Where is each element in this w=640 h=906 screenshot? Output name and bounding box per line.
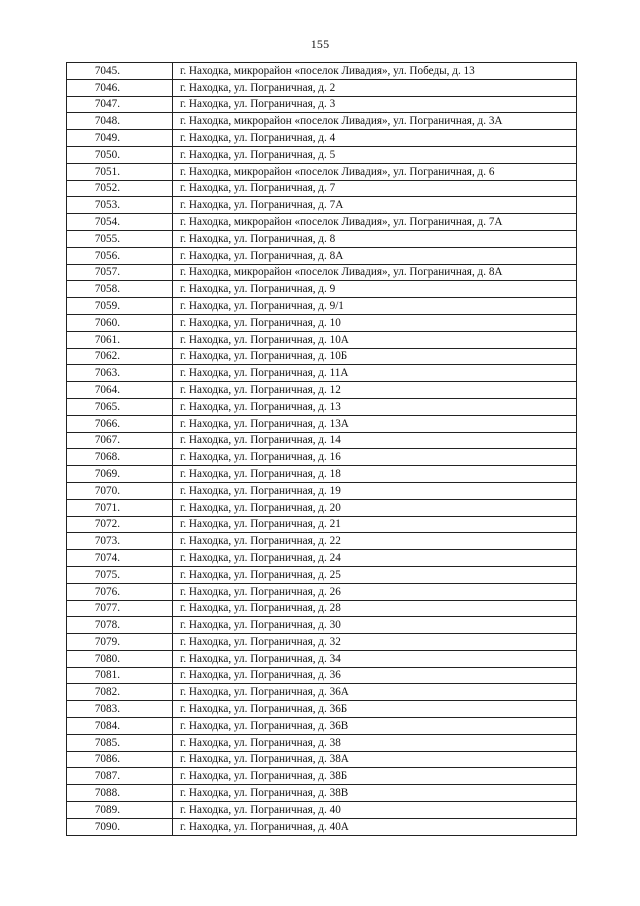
row-number: 7084. xyxy=(67,718,173,735)
table-row xyxy=(67,163,577,180)
table-row xyxy=(67,667,577,684)
row-address: г. Находка, ул. Пограничная, д. 8 xyxy=(173,230,577,247)
table-row xyxy=(67,516,577,533)
row-address: г. Находка, микрорайон «поселок Ливадия», ул. Победы, д. 13 xyxy=(173,63,577,80)
row-number: 7060. xyxy=(67,314,173,331)
table-row xyxy=(67,650,577,667)
row-address: г. Находка, ул. Пограничная, д. 9 xyxy=(173,281,577,298)
table-row xyxy=(67,180,577,197)
row-address: г. Находка, микрорайон «поселок Ливадия», ул. Пограничная, д. 7А xyxy=(173,214,577,231)
row-number: 7049. xyxy=(67,130,173,147)
row-number: 7068. xyxy=(67,449,173,466)
row-number: 7059. xyxy=(67,298,173,315)
row-number: 7089. xyxy=(67,802,173,819)
table-row xyxy=(67,214,577,231)
table-row xyxy=(67,818,577,835)
row-address: г. Находка, ул. Пограничная, д. 30 xyxy=(173,617,577,634)
table-row xyxy=(67,281,577,298)
row-address: г. Находка, ул. Пограничная, д. 10 xyxy=(173,314,577,331)
table-row xyxy=(67,197,577,214)
table-row xyxy=(67,230,577,247)
row-address: г. Находка, ул. Пограничная, д. 36 xyxy=(173,667,577,684)
table-row xyxy=(67,600,577,617)
table-row xyxy=(67,566,577,583)
row-address: г. Находка, микрорайон «поселок Ливадия», ул. Пограничная, д. 6 xyxy=(173,163,577,180)
row-number: 7070. xyxy=(67,482,173,499)
row-address: г. Находка, ул. Пограничная, д. 14 xyxy=(173,432,577,449)
table-row xyxy=(67,550,577,567)
address-table-body xyxy=(67,63,577,836)
row-number: 7052. xyxy=(67,180,173,197)
row-number: 7079. xyxy=(67,634,173,651)
row-address: г. Находка, ул. Пограничная, д. 7А xyxy=(173,197,577,214)
table-row xyxy=(67,482,577,499)
table-row xyxy=(67,113,577,130)
row-number: 7075. xyxy=(67,566,173,583)
table-row xyxy=(67,398,577,415)
row-number: 7072. xyxy=(67,516,173,533)
row-number: 7054. xyxy=(67,214,173,231)
row-address: г. Находка, ул. Пограничная, д. 10А xyxy=(173,331,577,348)
table-row xyxy=(67,146,577,163)
table-row xyxy=(67,768,577,785)
row-number: 7064. xyxy=(67,382,173,399)
row-number: 7066. xyxy=(67,415,173,432)
row-address: г. Находка, ул. Пограничная, д. 38А xyxy=(173,751,577,768)
row-address: г. Находка, ул. Пограничная, д. 36Б xyxy=(173,701,577,718)
table-row xyxy=(67,79,577,96)
table-row xyxy=(67,583,577,600)
table-row xyxy=(67,449,577,466)
row-number: 7086. xyxy=(67,751,173,768)
row-number: 7057. xyxy=(67,264,173,281)
row-address: г. Находка, ул. Пограничная, д. 40А xyxy=(173,818,577,835)
table-row xyxy=(67,432,577,449)
table-row xyxy=(67,96,577,113)
address-table xyxy=(66,62,577,836)
row-address: г. Находка, ул. Пограничная, д. 12 xyxy=(173,382,577,399)
row-address: г. Находка, ул. Пограничная, д. 5 xyxy=(173,146,577,163)
row-number: 7055. xyxy=(67,230,173,247)
row-number: 7062. xyxy=(67,348,173,365)
row-address: г. Находка, ул. Пограничная, д. 22 xyxy=(173,533,577,550)
row-address: г. Находка, ул. Пограничная, д. 25 xyxy=(173,566,577,583)
row-number: 7047. xyxy=(67,96,173,113)
table-row xyxy=(67,382,577,399)
table-row xyxy=(67,533,577,550)
row-address: г. Находка, ул. Пограничная, д. 32 xyxy=(173,634,577,651)
row-number: 7074. xyxy=(67,550,173,567)
table-row xyxy=(67,314,577,331)
row-number: 7073. xyxy=(67,533,173,550)
row-number: 7063. xyxy=(67,365,173,382)
row-address: г. Находка, ул. Пограничная, д. 38Б xyxy=(173,768,577,785)
row-number: 7071. xyxy=(67,499,173,516)
row-number: 7058. xyxy=(67,281,173,298)
table-row xyxy=(67,415,577,432)
row-address: г. Находка, ул. Пограничная, д. 11А xyxy=(173,365,577,382)
row-address: г. Находка, ул. Пограничная, д. 24 xyxy=(173,550,577,567)
row-address: г. Находка, ул. Пограничная, д. 4 xyxy=(173,130,577,147)
row-number: 7053. xyxy=(67,197,173,214)
row-number: 7045. xyxy=(67,63,173,80)
row-address: г. Находка, ул. Пограничная, д. 9/1 xyxy=(173,298,577,315)
row-address: г. Находка, ул. Пограничная, д. 28 xyxy=(173,600,577,617)
table-row xyxy=(67,247,577,264)
row-number: 7077. xyxy=(67,600,173,617)
table-row xyxy=(67,331,577,348)
row-address: г. Находка, ул. Пограничная, д. 36А xyxy=(173,684,577,701)
row-address: г. Находка, ул. Пограничная, д. 13А xyxy=(173,415,577,432)
row-address: г. Находка, микрорайон «поселок Ливадия», ул. Пограничная, д. 3А xyxy=(173,113,577,130)
row-number: 7083. xyxy=(67,701,173,718)
row-number: 7080. xyxy=(67,650,173,667)
row-address: г. Находка, ул. Пограничная, д. 3 xyxy=(173,96,577,113)
row-address: г. Находка, ул. Пограничная, д. 21 xyxy=(173,516,577,533)
row-number: 7090. xyxy=(67,818,173,835)
table-row xyxy=(67,298,577,315)
row-number: 7046. xyxy=(67,79,173,96)
table-row xyxy=(67,617,577,634)
row-address: г. Находка, микрорайон «поселок Ливадия», ул. Пограничная, д. 8А xyxy=(173,264,577,281)
row-address: г. Находка, ул. Пограничная, д. 16 xyxy=(173,449,577,466)
table-row xyxy=(67,130,577,147)
table-row xyxy=(67,718,577,735)
row-address: г. Находка, ул. Пограничная, д. 19 xyxy=(173,482,577,499)
row-number: 7085. xyxy=(67,734,173,751)
row-number: 7056. xyxy=(67,247,173,264)
row-number: 7069. xyxy=(67,466,173,483)
row-number: 7076. xyxy=(67,583,173,600)
table-row xyxy=(67,499,577,516)
table-row xyxy=(67,734,577,751)
table-row xyxy=(67,701,577,718)
row-address: г. Находка, ул. Пограничная, д. 20 xyxy=(173,499,577,516)
row-address: г. Находка, ул. Пограничная, д. 38 xyxy=(173,734,577,751)
table-row xyxy=(67,466,577,483)
row-number: 7088. xyxy=(67,785,173,802)
row-number: 7067. xyxy=(67,432,173,449)
row-number: 7065. xyxy=(67,398,173,415)
table-row xyxy=(67,684,577,701)
row-number: 7051. xyxy=(67,163,173,180)
row-number: 7081. xyxy=(67,667,173,684)
row-address: г. Находка, ул. Пограничная, д. 26 xyxy=(173,583,577,600)
row-address: г. Находка, ул. Пограничная, д. 36В xyxy=(173,718,577,735)
row-address: г. Находка, ул. Пограничная, д. 2 xyxy=(173,79,577,96)
table-row xyxy=(67,751,577,768)
row-number: 7050. xyxy=(67,146,173,163)
page-number: 155 xyxy=(310,37,330,51)
table-row xyxy=(67,634,577,651)
row-address: г. Находка, ул. Пограничная, д. 8А xyxy=(173,247,577,264)
row-address: г. Находка, ул. Пограничная, д. 38В xyxy=(173,785,577,802)
table-row xyxy=(67,802,577,819)
row-number: 7048. xyxy=(67,113,173,130)
row-number: 7061. xyxy=(67,331,173,348)
table-row xyxy=(67,264,577,281)
row-address: г. Находка, ул. Пограничная, д. 13 xyxy=(173,398,577,415)
table-row xyxy=(67,63,577,80)
row-address: г. Находка, ул. Пограничная, д. 34 xyxy=(173,650,577,667)
row-number: 7078. xyxy=(67,617,173,634)
row-address: г. Находка, ул. Пограничная, д. 10Б xyxy=(173,348,577,365)
row-number: 7082. xyxy=(67,684,173,701)
table-row xyxy=(67,348,577,365)
row-number: 7087. xyxy=(67,768,173,785)
table-row xyxy=(67,785,577,802)
row-address: г. Находка, ул. Пограничная, д. 40 xyxy=(173,802,577,819)
row-address: г. Находка, ул. Пограничная, д. 7 xyxy=(173,180,577,197)
row-address: г. Находка, ул. Пограничная, д. 18 xyxy=(173,466,577,483)
table-row xyxy=(67,365,577,382)
